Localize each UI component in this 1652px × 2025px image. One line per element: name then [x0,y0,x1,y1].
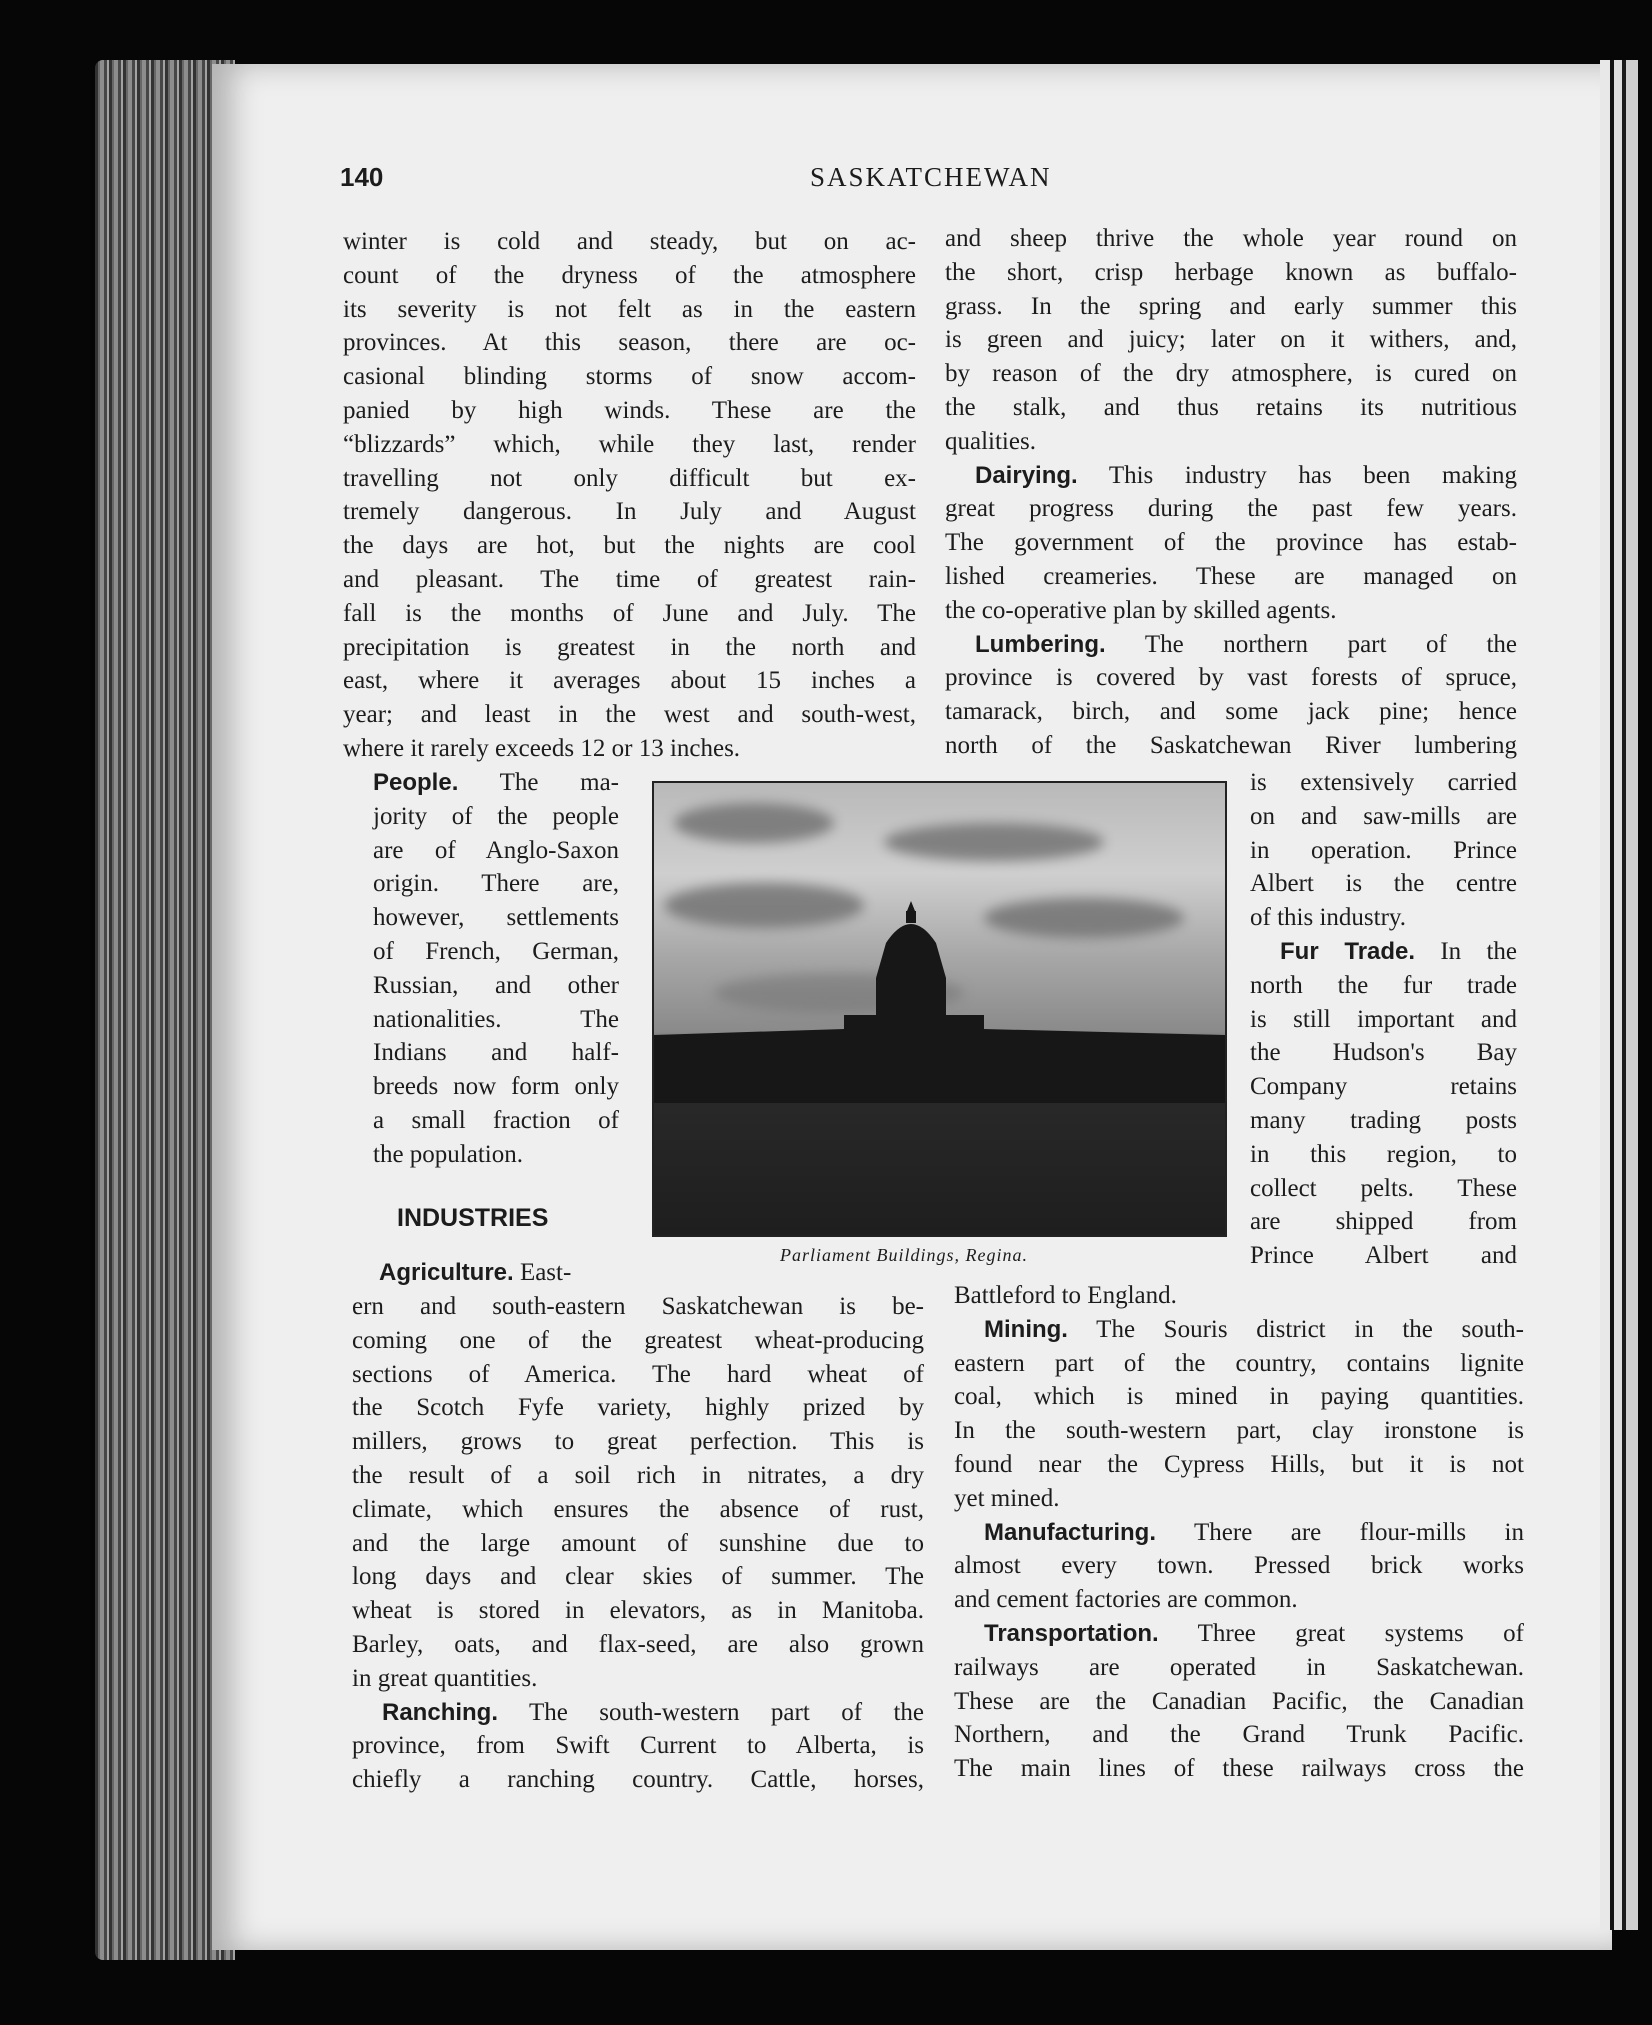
parliament-buildings-photo [652,781,1227,1237]
text-line: precipitation is greatest in the north and [343,633,916,661]
text-line: casional blinding storms of snow accom- [343,363,916,391]
text-line: Albert is the centre [1250,870,1517,898]
page-edge [1600,60,1638,1930]
text-line: of French, German, [373,937,619,965]
text-line: Indians and half- [373,1039,619,1067]
text-line: This industry has been making [1108,461,1517,489]
text-line: wheat is stored in elevators, as in Manitoba. [352,1597,924,1625]
text-line: is extensively carried [1250,769,1517,796]
text-line: the population. [373,1140,523,1168]
text-line: origin. There are, [373,870,619,898]
text-line: is green and juicy; later on it withers, and, [945,326,1517,354]
text-line: coming one of the greatest wheat-producing [352,1326,924,1354]
text-line: are of Anglo-Saxon [373,836,619,864]
text-line: The Souris district in the south- [1096,1315,1524,1343]
text-line: the Scotch Fyfe variety, highly prized by [352,1394,924,1422]
text-line: yet mined. [954,1484,1060,1512]
text-line: climate, which ensures the absence of rust, [352,1495,924,1523]
text-line: long days and clear skies of summer. The [352,1563,924,1591]
manufacturing-heading: Manufacturing. [984,1518,1156,1546]
ranching-heading: Ranching. [382,1698,499,1726]
text-line: and the large amount of sunshine due to [352,1529,924,1557]
lumbering-heading: Lumbering. [975,630,1106,658]
text-line: The main lines of these railways cross the [954,1755,1524,1783]
text-line: on and saw-mills are [1250,802,1517,830]
text-line: nationalities. The [373,1005,619,1033]
text-line: in great quantities. [352,1664,538,1692]
text-line: great progress during the past few years. [945,495,1517,523]
text-line: and sheep thrive the whole year round on [945,225,1517,252]
running-header [0,162,1652,202]
text-line: coal, which is mined in paying quantities. [954,1383,1524,1411]
text-line: year; and least in the west and south-west, [343,701,916,729]
text-line: millers, grows to great perfection. This is [352,1428,924,1456]
text-line: In the south-western part, clay ironstone is [954,1417,1524,1445]
text-line: count of the dryness of the atmosphere [343,261,916,289]
text-line: Company retains [1250,1073,1517,1101]
people-heading: People. [373,769,459,796]
text-line: is still important and [1250,1005,1517,1033]
text-line: These are the Canadian Pacific, the Canadian [954,1687,1524,1715]
text-line: north of the Saskatchewan River lumbering [945,731,1517,759]
text-line: The government of the province has estab- [945,529,1517,557]
text-line: eastern part of the country, contains lignite [954,1349,1524,1377]
text-line: found near the Cypress Hills, but it is not [954,1450,1524,1478]
text-line: in operation. Prince [1250,836,1517,864]
text-line: of this industry. [1250,904,1407,932]
text-line: fall is the months of June and July. The [343,599,916,627]
text-line: the Hudson's Bay [1250,1039,1517,1067]
text-line: almost every town. Pressed brick works [954,1552,1524,1580]
industries-heading: INDUSTRIES [397,1204,549,1232]
column-b-lower [954,1279,1524,1786]
building-silhouette [654,783,1225,1235]
text-line: and pleasant. The time of greatest rain- [343,565,916,593]
text-line: chiefly a ranching country. Cattle, horses, [352,1766,924,1794]
text-line: province, from Swift Current to Alberta, is [352,1732,924,1760]
text-line: Northern, and the Grand Trunk Pacific. [954,1721,1524,1749]
text-line: provinces. At this season, there are oc- [343,329,916,357]
text-line: east, where it averages about 15 inches a [343,667,916,695]
text-line: breeds now form only [373,1073,619,1101]
text-line: Prince Albert and [1250,1242,1517,1270]
text-line: The ma- [499,769,619,796]
text-line: Barley, oats, and flax-seed, are also grown [352,1630,924,1658]
text-line: ern and south-eastern Saskatchewan is be- [352,1293,924,1320]
text-line: The south-western part of the [528,1698,924,1726]
fur-trade-heading: Fur Trade. [1280,937,1416,965]
text-line: Three great systems of [1197,1619,1524,1647]
text-line: are shipped from [1250,1208,1517,1236]
text-line: the co-operative plan by skilled agents. [945,596,1337,624]
text-line: grass. In the spring and early summer this [945,292,1517,320]
text-line: in this region, to [1250,1140,1517,1168]
column-b-narrow [1250,766,1517,1273]
text-line: north the fur trade [1250,971,1517,999]
text-line: province is covered by vast forests of spruce, [945,664,1517,692]
text-line: panied by high winds. These are the [343,396,916,424]
text-line: There are flour-mills in [1194,1518,1524,1546]
text-line: In the [1440,937,1517,965]
text-line: collect pelts. These [1250,1174,1517,1202]
text-line: Russian, and other [373,971,619,999]
page-number: 140 [340,162,384,192]
text-line: tremely dangerous. In July and August [343,498,916,526]
figure-caption: Parliament Buildings, Regina. [780,1245,1028,1265]
text-line: Battleford to England. [954,1282,1177,1309]
text-line: tamarack, birch, and some jack pine; hence [945,698,1517,726]
text-line: however, settlements [373,904,619,932]
text-line: the stalk, and thus retains its nutritious [945,393,1517,421]
text-line: travelling not only difficult but ex- [343,464,916,492]
text-line: qualities. [945,427,1036,455]
text-line: where it rarely exceeds 12 or 13 inches. [343,734,741,762]
column-b-top [945,222,1517,763]
agriculture-lead [379,1256,572,1290]
text-line: “blizzards” which, while they last, render [343,430,916,458]
text-line: jority of the people [373,802,619,830]
running-title: SASKATCHEWAN [810,162,1052,192]
text-line: the short, crisp herbage known as buffalo- [945,258,1517,286]
text-line: lished creameries. These are managed on [945,562,1517,590]
text-line: and cement factories are common. [954,1586,1298,1614]
climate-paragraph [343,225,916,766]
text-line: the days are hot, but the nights are cool [343,532,916,560]
agriculture-heading: Agriculture. [379,1259,514,1286]
text-line: East- [519,1259,572,1286]
agriculture-paragraph [352,1290,924,1797]
mining-heading: Mining. [984,1315,1068,1343]
text-line: sections of America. The hard wheat of [352,1360,924,1388]
people-paragraph [373,766,619,1172]
dairying-heading: Dairying. [975,461,1078,489]
text-line: many trading posts [1250,1106,1517,1134]
text-line: its severity is not felt as in the eastern [343,295,916,323]
text-line: a small fraction of [373,1106,619,1134]
text-line: railways are operated in Saskatchewan. [954,1653,1524,1681]
text-line: by reason of the dry atmosphere, is cured on [945,360,1517,388]
transportation-heading: Transportation. [984,1619,1159,1647]
text-line: The northern part of the [1144,630,1517,658]
text-line: the result of a soil rich in nitrates, a dry [352,1461,924,1489]
text-line: winter is cold and steady, but on ac- [343,228,916,255]
